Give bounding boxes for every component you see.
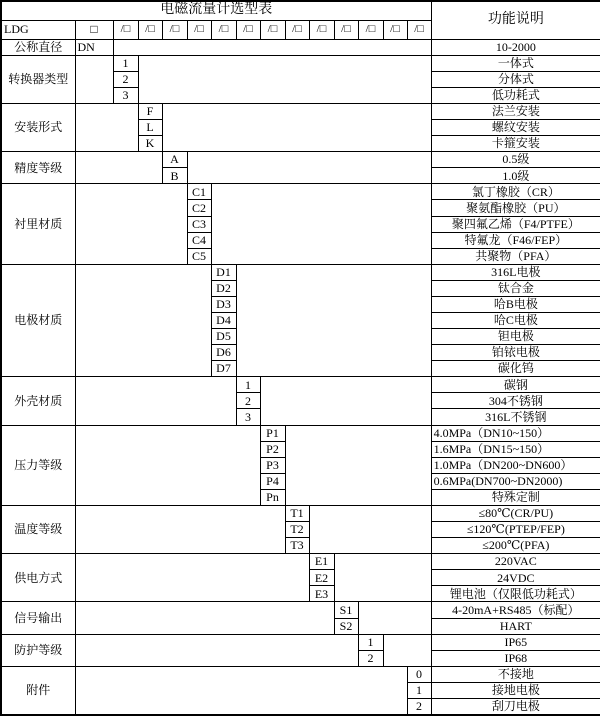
- option-description: 接地电极: [431, 682, 600, 698]
- option-description: 哈C电极: [431, 313, 600, 329]
- option-description: IP68: [431, 650, 600, 666]
- option-description: 0.5级: [431, 152, 600, 168]
- option-code: 1: [236, 377, 260, 393]
- option-code: S1: [334, 602, 358, 618]
- option-description: 锂电池（仅限低功耗式）: [431, 586, 600, 602]
- option-row: [1, 184, 600, 200]
- option-code: D6: [211, 345, 236, 361]
- option-code: C3: [187, 216, 211, 232]
- spacer-cell: [309, 505, 431, 553]
- option-description: 钽电极: [431, 329, 600, 345]
- category-label: 温度等级: [1, 505, 75, 553]
- option-code: 2: [236, 393, 260, 409]
- spacer-cell: [75, 104, 138, 152]
- option-description: IP65: [431, 634, 600, 650]
- option-row: [1, 152, 600, 168]
- option-code: 3: [236, 409, 260, 425]
- spacer-cell: [187, 152, 431, 184]
- code-slot-cell: /□: [236, 20, 260, 39]
- spacer-cell: [334, 554, 431, 602]
- option-description: 钛合金: [431, 280, 600, 296]
- option-code: E2: [309, 570, 334, 586]
- option-description: 螺纹安装: [431, 120, 600, 136]
- code-slot-cell: /□: [334, 20, 358, 39]
- option-description: 1.0级: [431, 168, 600, 184]
- option-row: [1, 104, 600, 120]
- option-code: DN: [75, 39, 113, 55]
- category-label: 转换器类型: [1, 55, 75, 103]
- option-code: C4: [187, 232, 211, 248]
- code-slot-cell: /□: [285, 20, 309, 39]
- option-row: [1, 634, 600, 650]
- option-code: L: [138, 120, 162, 136]
- option-code: T3: [285, 538, 309, 554]
- title-row: [1, 1, 600, 20]
- category-label: 公称直径: [1, 39, 75, 55]
- option-row: [1, 602, 600, 618]
- code-slot-cell: /□: [211, 20, 236, 39]
- code-slot-cell: /□: [162, 20, 187, 39]
- option-code: T1: [285, 505, 309, 521]
- spacer-cell: [75, 505, 285, 553]
- code-slot-cell: /□: [309, 20, 334, 39]
- option-description: 316L不锈钢: [431, 409, 600, 425]
- spacer-cell: [138, 55, 431, 103]
- category-label: 电极材质: [1, 264, 75, 377]
- code-slot-cell: /□: [407, 20, 431, 39]
- option-row: [1, 505, 600, 521]
- option-code: P2: [260, 441, 285, 457]
- option-description: ≤120℃(PTEP/FEP): [431, 522, 600, 538]
- option-code: D4: [211, 313, 236, 329]
- option-code: E1: [309, 554, 334, 570]
- option-row: [1, 554, 600, 570]
- option-row: [1, 666, 600, 682]
- option-description: 0.6MPa(DN700~DN2000): [431, 473, 600, 489]
- category-label: 安装形式: [1, 104, 75, 152]
- option-description: 卡箍安装: [431, 136, 600, 152]
- table-title: 电磁流量计选型表: [1, 1, 431, 20]
- option-description: 220VAC: [431, 554, 600, 570]
- option-description: 10-2000: [431, 39, 600, 55]
- option-code: D5: [211, 329, 236, 345]
- option-description: 不接地: [431, 666, 600, 682]
- category-label: 压力等级: [1, 425, 75, 505]
- option-description: 特氟龙（F46/FEP）: [431, 232, 600, 248]
- option-code: C5: [187, 248, 211, 264]
- option-description: 分体式: [431, 71, 600, 87]
- code-slot-cell: /□: [138, 20, 162, 39]
- spacer-cell: [211, 184, 431, 264]
- option-code: P4: [260, 473, 285, 489]
- spacer-cell: [75, 602, 334, 634]
- spacer-cell: [75, 425, 260, 505]
- option-code: 2: [407, 698, 431, 715]
- option-description: 24VDC: [431, 570, 600, 586]
- option-description: HART: [431, 618, 600, 634]
- option-description: 1.6MPa（DN15~150）: [431, 441, 600, 457]
- option-description: 316L电极: [431, 264, 600, 280]
- option-code: D3: [211, 296, 236, 312]
- category-label: 防护等级: [1, 634, 75, 666]
- category-label: 信号输出: [1, 602, 75, 634]
- option-code: D7: [211, 361, 236, 377]
- option-code: S2: [334, 618, 358, 634]
- spacer-cell: [162, 104, 431, 152]
- spacer-cell: [75, 55, 113, 103]
- code-slot-cell: /□: [187, 20, 211, 39]
- function-description-header: 功能说明: [431, 1, 600, 39]
- option-row: [1, 377, 600, 393]
- option-code: F: [138, 104, 162, 120]
- option-code: 0: [407, 666, 431, 682]
- option-description: ≤80℃(CR/PU): [431, 505, 600, 521]
- option-description: ≤200℃(PFA): [431, 538, 600, 554]
- option-code: D1: [211, 264, 236, 280]
- spacer-cell: [75, 184, 187, 264]
- spacer-cell: [383, 634, 431, 666]
- option-description: 氯丁橡胶（CR）: [431, 184, 600, 200]
- spacer-cell: [75, 634, 358, 666]
- spacer-cell: [75, 666, 407, 715]
- option-code: B: [162, 168, 187, 184]
- option-row: [1, 425, 600, 441]
- option-description: 1.0MPa（DN200~DN600）: [431, 457, 600, 473]
- model-prefix: LDG: [1, 20, 75, 39]
- option-code: C1: [187, 184, 211, 200]
- category-label: 附件: [1, 666, 75, 715]
- option-description: 共聚物（PFA）: [431, 248, 600, 264]
- spacer-cell: [236, 264, 431, 377]
- spacer-cell: [75, 554, 309, 602]
- option-code: 1: [407, 682, 431, 698]
- option-code: 1: [113, 55, 138, 71]
- model-code-box: □: [75, 20, 113, 39]
- option-description: 304不锈钢: [431, 393, 600, 409]
- category-label: 供电方式: [1, 554, 75, 602]
- option-code: Pn: [260, 489, 285, 505]
- diameter-row: [1, 39, 600, 55]
- spacer-cell: [260, 377, 431, 425]
- option-description: 铂铱电极: [431, 345, 600, 361]
- option-description: 哈B电极: [431, 296, 600, 312]
- code-slot-cell: /□: [113, 20, 138, 39]
- spacer-cell: [75, 264, 211, 377]
- option-description: 聚氨酯橡胶（PU）: [431, 200, 600, 216]
- code-slot-cell: /□: [383, 20, 407, 39]
- option-description: 一体式: [431, 55, 600, 71]
- option-code: A: [162, 152, 187, 168]
- option-code: 1: [358, 634, 383, 650]
- option-code: K: [138, 136, 162, 152]
- category-label: 精度等级: [1, 152, 75, 184]
- option-code: P3: [260, 457, 285, 473]
- option-description: 碳钢: [431, 377, 600, 393]
- category-label: 衬里材质: [1, 184, 75, 264]
- spacer-cell: [75, 152, 162, 184]
- option-code: C2: [187, 200, 211, 216]
- spacer-cell: [113, 39, 431, 55]
- option-code: P1: [260, 425, 285, 441]
- option-code: T2: [285, 522, 309, 538]
- option-description: 4-20mA+RS485（标配）: [431, 602, 600, 618]
- option-code: 3: [113, 87, 138, 103]
- option-code: 2: [358, 650, 383, 666]
- option-description: 刮刀电极: [431, 698, 600, 715]
- option-description: 特殊定制: [431, 489, 600, 505]
- option-description: 法兰安装: [431, 104, 600, 120]
- code-slot-cell: /□: [358, 20, 383, 39]
- option-description: 4.0MPa（DN10~150）: [431, 425, 600, 441]
- spacer-cell: [285, 425, 431, 505]
- option-code: D2: [211, 280, 236, 296]
- option-description: 碳化钨: [431, 361, 600, 377]
- option-code: E3: [309, 586, 334, 602]
- spacer-cell: [75, 377, 236, 425]
- option-row: [1, 264, 600, 280]
- code-slot-cell: /□: [260, 20, 285, 39]
- option-description: 聚四氟乙烯（F4/PTFE）: [431, 216, 600, 232]
- category-label: 外壳材质: [1, 377, 75, 425]
- spacer-cell: [358, 602, 431, 634]
- option-row: [1, 55, 600, 71]
- option-description: 低功耗式: [431, 87, 600, 103]
- option-code: 2: [113, 71, 138, 87]
